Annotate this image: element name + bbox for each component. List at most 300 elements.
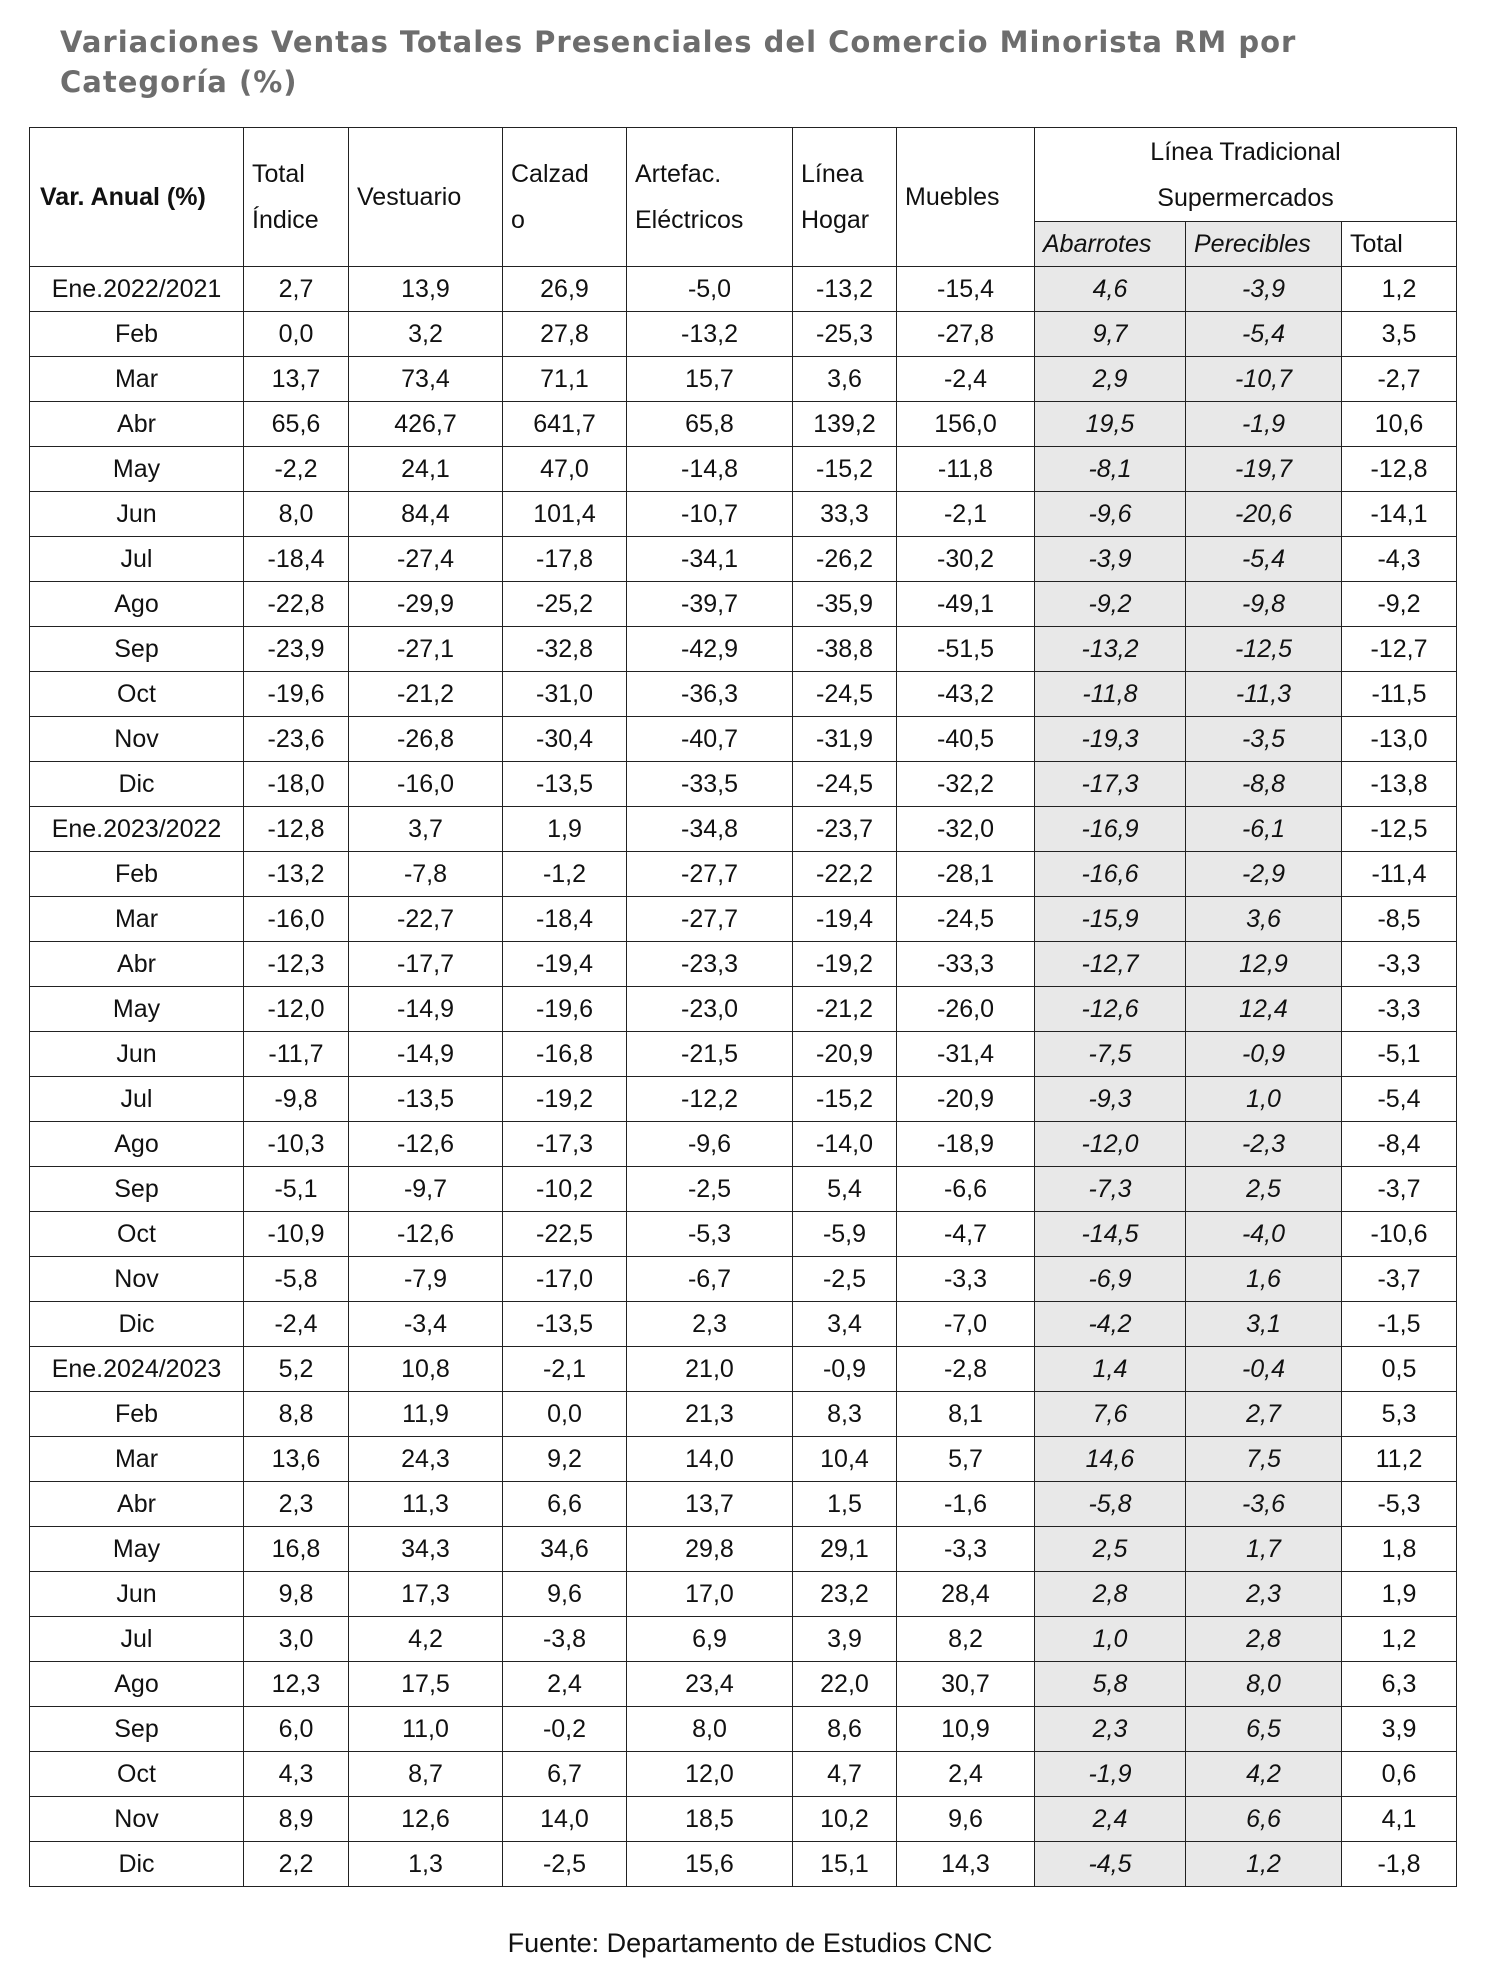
table-cell: -19,2 [793, 942, 897, 987]
table-row [30, 1797, 1457, 1842]
table-cell: 3,0 [244, 1617, 349, 1662]
table-cell: -5,9 [793, 1212, 897, 1257]
table-cell: -12,3 [244, 942, 349, 987]
table-cell: -0,9 [1186, 1032, 1342, 1077]
table-cell: -34,1 [627, 537, 793, 582]
table-cell: -9,8 [1186, 582, 1342, 627]
table-cell: -18,9 [897, 1122, 1035, 1167]
table-cell: -8,5 [1342, 897, 1457, 942]
table-cell: 8,0 [244, 492, 349, 537]
table-cell: -23,0 [627, 987, 793, 1032]
table-cell: 139,2 [793, 402, 897, 447]
table-cell: -23,7 [793, 807, 897, 852]
period-cell: Ago [30, 582, 244, 627]
table-cell: -15,2 [793, 1077, 897, 1122]
table-cell: 22,0 [793, 1662, 897, 1707]
header-vestuario: Vestuario [349, 128, 503, 267]
table-cell: -20,6 [1186, 492, 1342, 537]
table-cell: -26,2 [793, 537, 897, 582]
table-cell: -3,3 [897, 1257, 1035, 1302]
table-cell: -27,1 [349, 627, 503, 672]
table-cell: 2,3 [244, 1482, 349, 1527]
table-cell: -3,9 [1035, 537, 1186, 582]
table-cell: 11,2 [1342, 1437, 1457, 1482]
table-cell: -13,2 [793, 267, 897, 312]
table-cell: -2,5 [793, 1257, 897, 1302]
table-cell: -31,4 [897, 1032, 1035, 1077]
table-cell: 15,6 [627, 1842, 793, 1887]
table-row [30, 1257, 1457, 1302]
table-cell: -28,1 [897, 852, 1035, 897]
table-cell: -17,7 [349, 942, 503, 987]
table-cell: 3,6 [793, 357, 897, 402]
period-cell: Dic [30, 1302, 244, 1347]
table-cell: -23,9 [244, 627, 349, 672]
table-cell: -5,1 [1342, 1032, 1457, 1077]
table-cell: 5,8 [1035, 1662, 1186, 1707]
table-cell: -18,4 [503, 897, 627, 942]
table-cell: 15,1 [793, 1842, 897, 1887]
table-cell: -24,5 [897, 897, 1035, 942]
table-cell: -14,9 [349, 1032, 503, 1077]
table-cell: 3,6 [1186, 897, 1342, 942]
table-row [30, 852, 1457, 897]
table-cell: -2,1 [503, 1347, 627, 1392]
table-row [30, 402, 1457, 447]
table-cell: 12,4 [1186, 987, 1342, 1032]
table-cell: 15,7 [627, 357, 793, 402]
table-cell: -3,3 [897, 1527, 1035, 1572]
table-cell: -23,6 [244, 717, 349, 762]
period-cell: Ago [30, 1122, 244, 1167]
table-cell: -16,8 [503, 1032, 627, 1077]
table-cell: -22,8 [244, 582, 349, 627]
table-cell: 1,3 [349, 1842, 503, 1887]
table-cell: -27,4 [349, 537, 503, 582]
table-cell: 14,0 [627, 1437, 793, 1482]
header-linea-hogar-line2: Hogar [801, 206, 870, 234]
table-cell: 10,6 [1342, 402, 1457, 447]
table-cell: -13,2 [1035, 627, 1186, 672]
table-cell: -6,9 [1035, 1257, 1186, 1302]
table-cell: -14,9 [349, 987, 503, 1032]
header-total-indice [244, 128, 349, 267]
table-cell: 5,7 [897, 1437, 1035, 1482]
table-cell: -33,5 [627, 762, 793, 807]
sales-variation-table [29, 127, 1457, 1887]
table-cell: -3,3 [1342, 942, 1457, 987]
table-cell: 2,3 [627, 1302, 793, 1347]
table-cell: -19,6 [244, 672, 349, 717]
table-cell: -31,0 [503, 672, 627, 717]
page-title: Variaciones Ventas Totales Presenciales del Comercio Minorista RM por Categoría (%) [60, 25, 1297, 99]
table-cell: -0,4 [1186, 1347, 1342, 1392]
table-cell: -3,3 [1342, 987, 1457, 1032]
table-cell: 10,9 [897, 1707, 1035, 1752]
table-cell: -38,8 [793, 627, 897, 672]
period-cell: May [30, 987, 244, 1032]
period-cell: Jun [30, 1032, 244, 1077]
table-cell: -7,8 [349, 852, 503, 897]
period-cell: Nov [30, 1797, 244, 1842]
table-cell: -19,4 [793, 897, 897, 942]
period-cell: Sep [30, 1167, 244, 1212]
table-cell: -12,2 [627, 1077, 793, 1122]
table-cell: 16,8 [244, 1527, 349, 1572]
table-cell: -11,5 [1342, 672, 1457, 717]
table-row [30, 1572, 1457, 1617]
table-cell: -15,9 [1035, 897, 1186, 942]
table-cell: -49,1 [897, 582, 1035, 627]
table-cell: -1,5 [1342, 1302, 1457, 1347]
table-cell: -5,8 [1035, 1482, 1186, 1527]
table-cell: 3,5 [1342, 312, 1457, 357]
table-cell: 13,6 [244, 1437, 349, 1482]
table-cell: 26,9 [503, 267, 627, 312]
table-cell: 2,9 [1035, 357, 1186, 402]
table-cell: 8,9 [244, 1797, 349, 1842]
table-cell: -11,7 [244, 1032, 349, 1077]
table-cell: 8,0 [1186, 1662, 1342, 1707]
table-header [30, 128, 1457, 267]
table-row [30, 1347, 1457, 1392]
table-cell: 1,0 [1186, 1077, 1342, 1122]
table-row [30, 672, 1457, 717]
table-cell: -8,1 [1035, 447, 1186, 492]
period-cell: Sep [30, 627, 244, 672]
table-cell: -5,4 [1186, 312, 1342, 357]
table-cell: 18,5 [627, 1797, 793, 1842]
table-cell: -24,5 [793, 672, 897, 717]
table-cell: 8,8 [244, 1392, 349, 1437]
table-cell: 8,7 [349, 1752, 503, 1797]
table-cell: 8,2 [897, 1617, 1035, 1662]
table-cell: -36,3 [627, 672, 793, 717]
table-cell: 9,8 [244, 1572, 349, 1617]
table-cell: 47,0 [503, 447, 627, 492]
table-cell: 84,4 [349, 492, 503, 537]
period-cell: Jul [30, 1077, 244, 1122]
table-cell: -21,5 [627, 1032, 793, 1077]
table-cell: -16,6 [1035, 852, 1186, 897]
table-cell: -15,4 [897, 267, 1035, 312]
header-artefac-line1: Artefac. [635, 160, 722, 188]
table-cell: 1,2 [1342, 1617, 1457, 1662]
table-row [30, 987, 1457, 1032]
table-cell: 5,3 [1342, 1392, 1457, 1437]
table-cell: -19,4 [503, 942, 627, 987]
table-cell: 2,4 [897, 1752, 1035, 1797]
header-artefac-line2: Eléctricos [635, 206, 744, 234]
table-cell: -2,1 [897, 492, 1035, 537]
table-cell: -4,7 [897, 1212, 1035, 1257]
table-row [30, 807, 1457, 852]
table-cell: 1,9 [503, 807, 627, 852]
table-cell: -21,2 [793, 987, 897, 1032]
table-cell: 1,5 [793, 1482, 897, 1527]
table-row [30, 897, 1457, 942]
period-cell: Abr [30, 942, 244, 987]
table-cell: -2,3 [1186, 1122, 1342, 1167]
table-cell: -13,5 [349, 1077, 503, 1122]
period-cell: Feb [30, 312, 244, 357]
table-cell: 29,8 [627, 1527, 793, 1572]
header-linea-hogar [793, 128, 897, 267]
table-cell: 2,7 [244, 267, 349, 312]
table-cell: -9,7 [349, 1167, 503, 1212]
table-cell: 30,7 [897, 1662, 1035, 1707]
period-cell: Oct [30, 1752, 244, 1797]
table-cell: 4,3 [244, 1752, 349, 1797]
table-row [30, 582, 1457, 627]
table-cell: -1,9 [1035, 1752, 1186, 1797]
table-cell: -22,5 [503, 1212, 627, 1257]
table-cell: 6,6 [1186, 1797, 1342, 1842]
table-cell: 9,6 [897, 1797, 1035, 1842]
table-cell: 11,0 [349, 1707, 503, 1752]
table-cell: -6,7 [627, 1257, 793, 1302]
table-cell: 9,2 [503, 1437, 627, 1482]
table-cell: 23,2 [793, 1572, 897, 1617]
table-cell: -2,8 [897, 1347, 1035, 1392]
header-total-indice-line1: Total [252, 160, 305, 188]
table-cell: 17,0 [627, 1572, 793, 1617]
table-cell: 6,6 [503, 1482, 627, 1527]
header-calzado-line2: o [511, 206, 525, 234]
table-cell: 6,5 [1186, 1707, 1342, 1752]
table-cell: 1,2 [1342, 267, 1457, 312]
table-cell: -2,4 [244, 1302, 349, 1347]
table-cell: -2,5 [627, 1167, 793, 1212]
table-cell: -4,3 [1342, 537, 1457, 582]
table-cell: -20,9 [793, 1032, 897, 1077]
table-cell: -10,2 [503, 1167, 627, 1212]
table-cell: -12,8 [1342, 447, 1457, 492]
table-cell: -43,2 [897, 672, 1035, 717]
table-cell: -13,8 [1342, 762, 1457, 807]
table-cell: 19,5 [1035, 402, 1186, 447]
table-cell: -7,9 [349, 1257, 503, 1302]
table-cell: -9,6 [1035, 492, 1186, 537]
table-cell: 24,3 [349, 1437, 503, 1482]
header-perecibles: Perecibles [1186, 222, 1342, 267]
table-cell: -7,0 [897, 1302, 1035, 1347]
table-cell: 8,3 [793, 1392, 897, 1437]
table-cell: 28,4 [897, 1572, 1035, 1617]
table-cell: -4,2 [1035, 1302, 1186, 1347]
period-cell: Ene.2022/2021 [30, 267, 244, 312]
table-cell: -3,8 [503, 1617, 627, 1662]
header-abarrotes: Abarrotes [1035, 222, 1186, 267]
table-cell: -35,9 [793, 582, 897, 627]
table-cell: -39,7 [627, 582, 793, 627]
table-cell: -13,0 [1342, 717, 1457, 762]
table-cell: -10,6 [1342, 1212, 1457, 1257]
table-cell: -12,8 [244, 807, 349, 852]
table-cell: 2,3 [1035, 1707, 1186, 1752]
table-row [30, 312, 1457, 357]
table-row [30, 1392, 1457, 1437]
table-cell: -22,2 [793, 852, 897, 897]
table-cell: 1,7 [1186, 1527, 1342, 1572]
table-cell: 14,0 [503, 1797, 627, 1842]
table-cell: -2,9 [1186, 852, 1342, 897]
table-row [30, 1437, 1457, 1482]
header-linea-tradicional-line2: Supermercados [1157, 183, 1334, 212]
table-cell: 14,3 [897, 1842, 1035, 1887]
table-cell: -26,8 [349, 717, 503, 762]
table-cell: -12,6 [349, 1212, 503, 1257]
table-cell: 4,1 [1342, 1797, 1457, 1842]
period-cell: Abr [30, 402, 244, 447]
table-row [30, 1527, 1457, 1572]
table-body [30, 267, 1457, 1887]
table-cell: 65,6 [244, 402, 349, 447]
table-cell: -15,2 [793, 447, 897, 492]
table-row [30, 267, 1457, 312]
table-cell: -2,5 [503, 1842, 627, 1887]
table-cell: -10,7 [1186, 357, 1342, 402]
table-cell: -33,3 [897, 942, 1035, 987]
table-cell: -6,1 [1186, 807, 1342, 852]
period-cell: Mar [30, 357, 244, 402]
period-cell: Nov [30, 1257, 244, 1302]
period-cell: Feb [30, 1392, 244, 1437]
table-cell: -51,5 [897, 627, 1035, 672]
header-artefac [627, 128, 793, 267]
table-cell: 3,2 [349, 312, 503, 357]
table-cell: -31,9 [793, 717, 897, 762]
table-cell: 4,7 [793, 1752, 897, 1797]
table-cell: -14,0 [793, 1122, 897, 1167]
table-cell: 11,3 [349, 1482, 503, 1527]
table-cell: 2,5 [1186, 1167, 1342, 1212]
table-row [30, 717, 1457, 762]
header-linea-hogar-line1: Línea [801, 160, 864, 188]
table-cell: 1,8 [1342, 1527, 1457, 1572]
table-row [30, 1167, 1457, 1212]
table-cell: 3,9 [1342, 1707, 1457, 1752]
table-cell: -11,8 [1035, 672, 1186, 717]
table-row [30, 357, 1457, 402]
table-cell: -9,2 [1342, 582, 1457, 627]
table-cell: -9,8 [244, 1077, 349, 1122]
table-cell: 0,0 [503, 1392, 627, 1437]
table-cell: 4,2 [349, 1617, 503, 1662]
table-cell: 6,9 [627, 1617, 793, 1662]
table-cell: -19,7 [1186, 447, 1342, 492]
table-cell: 24,1 [349, 447, 503, 492]
period-cell: Mar [30, 897, 244, 942]
table-cell: -14,5 [1035, 1212, 1186, 1257]
table-cell: -5,4 [1342, 1077, 1457, 1122]
period-cell: Jun [30, 1572, 244, 1617]
table-cell: -10,9 [244, 1212, 349, 1257]
table-cell: -6,6 [897, 1167, 1035, 1212]
table-cell: -11,3 [1186, 672, 1342, 717]
table-cell: 3,9 [793, 1617, 897, 1662]
period-cell: Sep [30, 1707, 244, 1752]
table-cell: 6,7 [503, 1752, 627, 1797]
period-cell: May [30, 447, 244, 492]
table-cell: -14,1 [1342, 492, 1457, 537]
table-cell: -12,6 [349, 1122, 503, 1167]
table-cell: 2,3 [1186, 1572, 1342, 1617]
table-cell: 34,6 [503, 1527, 627, 1572]
table-row [30, 1752, 1457, 1797]
table-cell: -24,5 [793, 762, 897, 807]
header-calzado [503, 128, 627, 267]
table-cell: -34,8 [627, 807, 793, 852]
table-cell: 1,4 [1035, 1347, 1186, 1392]
table-cell: 13,7 [244, 357, 349, 402]
table-cell: -4,5 [1035, 1842, 1186, 1887]
table-cell: 2,7 [1186, 1392, 1342, 1437]
table-cell: -30,2 [897, 537, 1035, 582]
table-cell: 12,6 [349, 1797, 503, 1842]
table-cell: -7,5 [1035, 1032, 1186, 1077]
table-cell: -12,0 [244, 987, 349, 1032]
table-cell: -17,8 [503, 537, 627, 582]
table-cell: -3,6 [1186, 1482, 1342, 1527]
table-cell: -20,9 [897, 1077, 1035, 1122]
table-cell: -10,7 [627, 492, 793, 537]
table-cell: 21,0 [627, 1347, 793, 1392]
table-cell: -32,0 [897, 807, 1035, 852]
table-cell: 3,4 [793, 1302, 897, 1347]
table-cell: -5,0 [627, 267, 793, 312]
table-cell: 34,3 [349, 1527, 503, 1572]
table-row [30, 1662, 1457, 1707]
table-cell: -0,9 [793, 1347, 897, 1392]
header-muebles: Muebles [897, 128, 1035, 267]
table-cell: 0,0 [244, 312, 349, 357]
table-cell: -11,4 [1342, 852, 1457, 897]
table-cell: 2,8 [1035, 1572, 1186, 1617]
table-cell: -8,8 [1186, 762, 1342, 807]
table-cell: -4,0 [1186, 1212, 1342, 1257]
header-total: Total [1342, 222, 1457, 267]
table-cell: 71,1 [503, 357, 627, 402]
table-cell: 9,6 [503, 1572, 627, 1617]
table-cell: -27,8 [897, 312, 1035, 357]
table-cell: 14,6 [1035, 1437, 1186, 1482]
table-row [30, 1212, 1457, 1257]
table-row [30, 762, 1457, 807]
sales-variation-table-container [29, 127, 1456, 1887]
table-cell: -25,3 [793, 312, 897, 357]
table-row [30, 1617, 1457, 1662]
table-cell: 11,9 [349, 1392, 503, 1437]
table-cell: -5,3 [627, 1212, 793, 1257]
table-cell: -12,0 [1035, 1122, 1186, 1167]
table-cell: -19,6 [503, 987, 627, 1032]
table-cell: -14,8 [627, 447, 793, 492]
table-cell: -27,7 [627, 897, 793, 942]
table-cell: 7,6 [1035, 1392, 1186, 1437]
period-cell: Mar [30, 1437, 244, 1482]
header-linea-tradicional-line1: Línea Tradicional [1150, 137, 1341, 166]
table-cell: 33,3 [793, 492, 897, 537]
table-cell: -3,7 [1342, 1167, 1457, 1212]
table-cell: 1,0 [1035, 1617, 1186, 1662]
table-cell: 10,2 [793, 1797, 897, 1842]
table-cell: -12,5 [1342, 807, 1457, 852]
table-cell: -9,2 [1035, 582, 1186, 627]
table-cell: -13,5 [503, 1302, 627, 1347]
table-cell: 7,5 [1186, 1437, 1342, 1482]
table-cell: -1,9 [1186, 402, 1342, 447]
